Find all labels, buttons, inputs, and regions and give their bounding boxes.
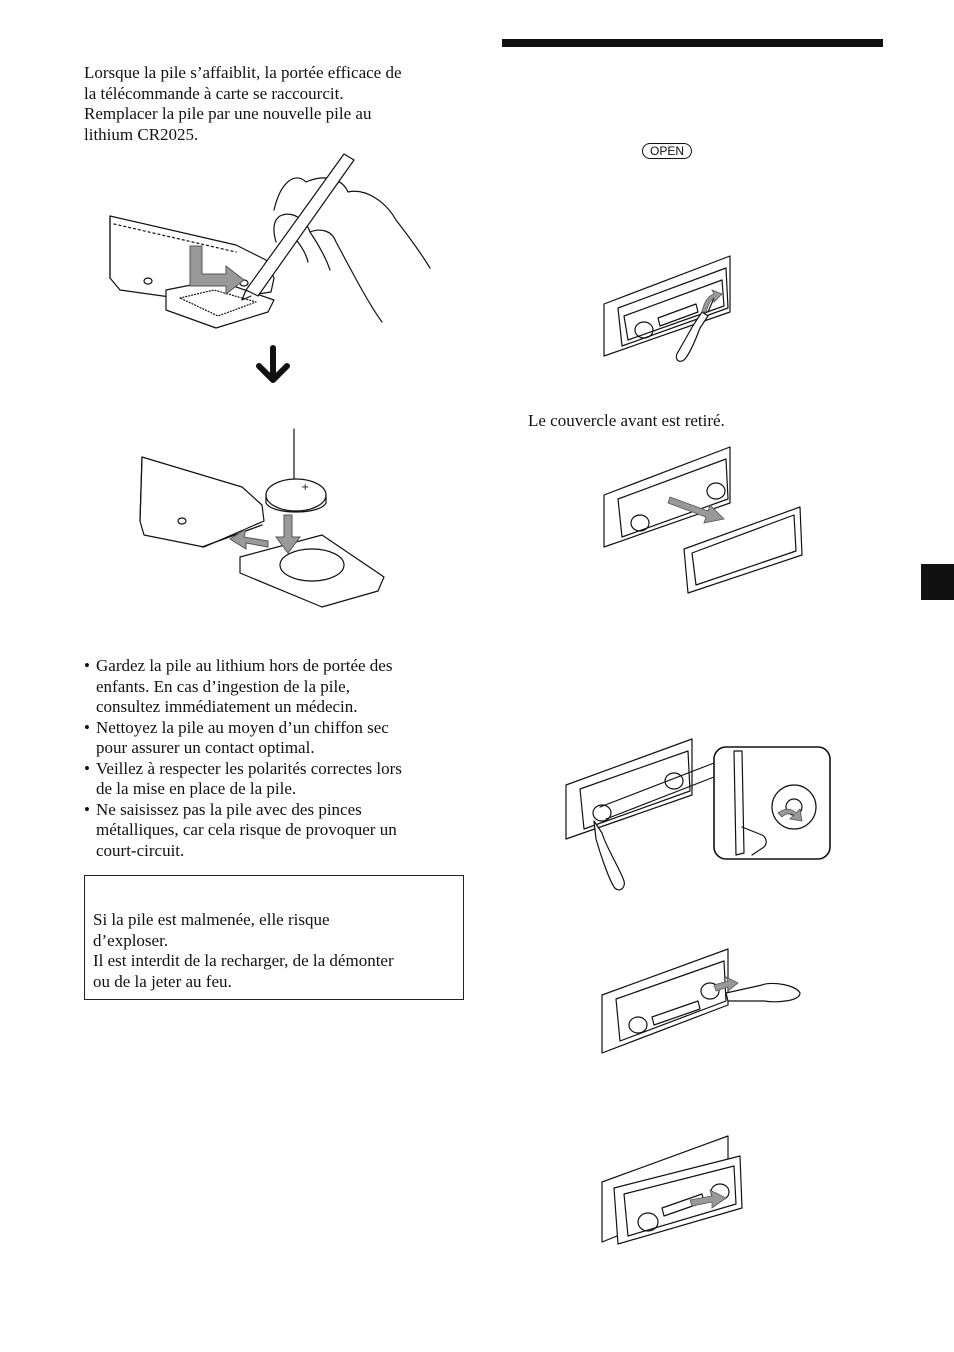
intro-line: la télécommande à carte se raccourcit.: [84, 83, 344, 103]
warning-line: d’exploser.: [93, 930, 169, 950]
list-item-line: • Veillez à respecter les polarités correctes lors: [96, 758, 402, 778]
list-item: [84, 656, 474, 718]
right-catch-illustration: [602, 947, 802, 1057]
list-item-line: métalliques, car cela risque de provoquer un: [96, 820, 397, 839]
section-tab-marker: [921, 564, 954, 600]
list-item-line: pour assurer un contact optimal.: [96, 738, 315, 757]
list-item: [84, 718, 474, 759]
warning-box: [84, 875, 464, 1000]
section-heading-bar: [502, 39, 883, 47]
list-item-line: enfants. En cas d’ingestion de la pile,: [96, 676, 350, 696]
card-remote-outline: [140, 457, 264, 547]
warning-line: Si la pile est malmenée, elle risque: [93, 910, 330, 929]
list-item-line: • Ne saisissez pas la pile avec des pinces: [96, 799, 362, 819]
front-cover-pry-illustration: [604, 254, 744, 366]
screwdriver: [726, 983, 800, 1001]
car-stereo-frame: [602, 949, 728, 1053]
front-cover-removed-illustration: [604, 445, 810, 595]
open-button: OPEN: [642, 143, 692, 159]
list-item: [84, 759, 474, 800]
release-catch-illustration: [566, 737, 832, 892]
intro-paragraph: [84, 63, 474, 145]
list-item-line: • Nettoyez la pile au moyen d’un chiffon sec: [96, 717, 389, 737]
list-item-line: de la mise en place de la pile.: [96, 779, 297, 798]
pen: [246, 154, 354, 296]
battery-tray-removal-illustration: [96, 150, 441, 340]
list-item: [84, 800, 474, 862]
list-item-line: • Gardez la pile au lithium hors de portée des: [96, 656, 393, 675]
unit-pull-out-illustration: [602, 1134, 752, 1246]
battery-notes-list: [84, 656, 474, 861]
list-item-line: consultez immédiatement un médecin.: [96, 697, 358, 716]
lithium-battery-coin: [266, 479, 326, 511]
list-item-line: court-circuit.: [96, 840, 185, 860]
intro-line: Remplacer la pile par une nouvelle pile au: [84, 104, 372, 123]
arrow-down-icon: [253, 346, 293, 386]
battery-insertion-illustration: [112, 425, 392, 610]
warning-line: Il est interdit de la recharger, de la démonter: [93, 951, 394, 970]
intro-line: lithium CR2025.: [84, 124, 199, 144]
screwdriver: [594, 821, 624, 890]
intro-line: Lorsque la pile s’affaiblit, la portée efficace de: [84, 63, 402, 82]
battery-plus-symbol: +: [301, 482, 310, 493]
front-cover-removed-caption: Le couvercle avant est retiré.: [528, 411, 725, 430]
warning-line: ou de la jeter au feu.: [93, 971, 232, 991]
